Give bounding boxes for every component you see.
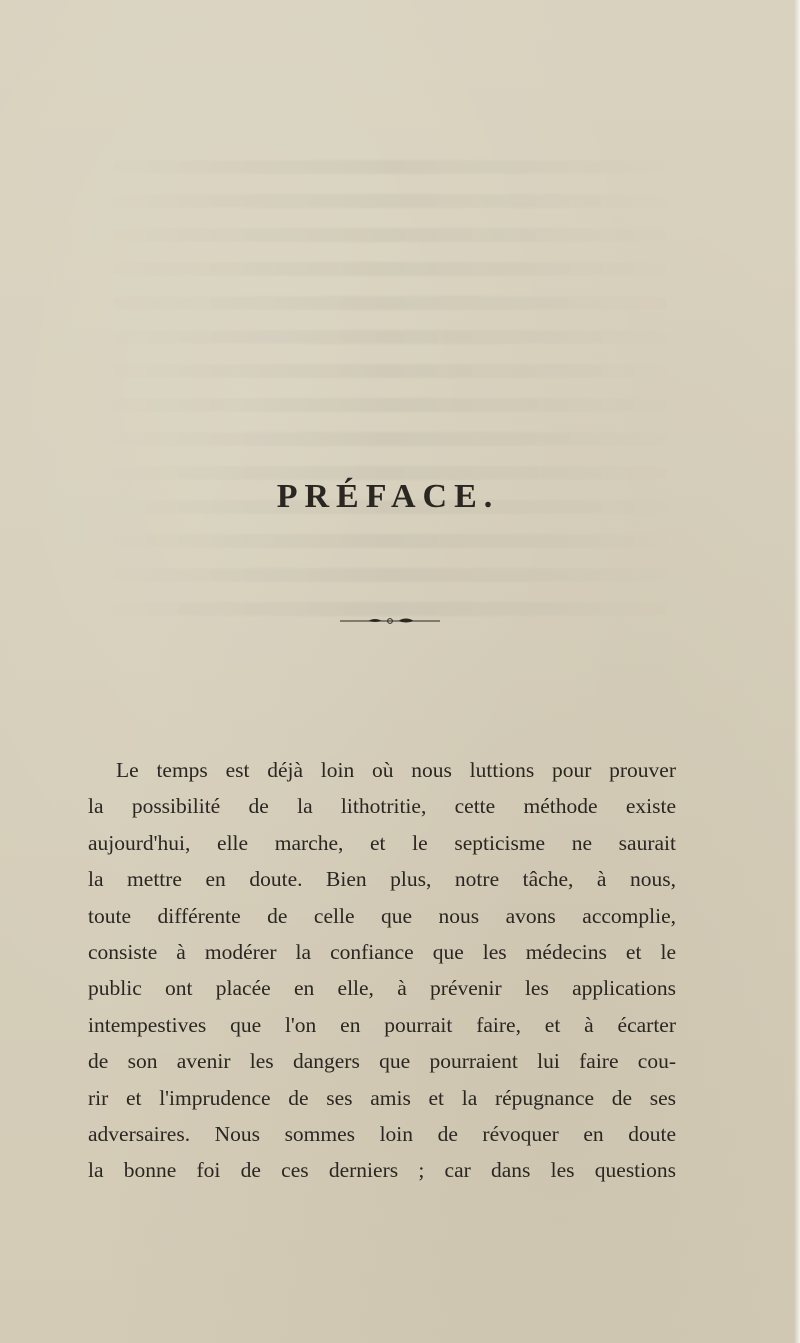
paragraph-line: adversaires. Nous sommes loin de révoquer en doute <box>88 1122 676 1147</box>
ghost-line <box>80 432 700 446</box>
ghost-line <box>80 194 700 208</box>
ghost-line <box>80 262 700 276</box>
ghost-line <box>80 330 700 344</box>
paragraph-line: intempestives que l'on en pourrait faire, et à écarter <box>88 1012 676 1037</box>
paragraph-line: de son avenir les dangers que pourraient lui faire cou- <box>88 1049 676 1074</box>
paragraph-line: aujourd'hui, elle marche, et le septicisme ne saurait <box>88 830 676 855</box>
paragraph-line: toute différente de celle que nous avons accomplie, <box>88 903 676 928</box>
ghost-line <box>80 568 700 582</box>
paragraph-line: consiste à modérer la confiance que les médecins et le <box>88 940 676 965</box>
paragraph-line: public ont placée en elle, à prévenir les applications <box>88 976 676 1001</box>
preface-paragraph <box>88 752 676 1189</box>
paragraph-line: la mettre en doute. Bien plus, notre tâche, à nous, <box>88 867 676 892</box>
ghost-line <box>80 398 700 412</box>
paragraph-line: rir et l'imprudence de ses amis et la répugnance de ses <box>88 1085 676 1110</box>
paragraph-line: la possibilité de la lithotritie, cette méthode existe <box>88 794 676 819</box>
paragraph-line: la bonne foi de ces derniers ; car dans les questions <box>88 1158 676 1183</box>
ghost-line <box>80 228 700 242</box>
ghost-line <box>80 296 700 310</box>
divider-ornament <box>340 613 440 627</box>
page-title: PRÉFACE. <box>276 478 500 515</box>
page-edge <box>794 0 800 1343</box>
ghost-line <box>80 534 700 548</box>
paragraph-line: Le temps est déjà loin où nous luttions pour prouver <box>116 758 676 782</box>
ghost-line <box>80 160 700 174</box>
ghost-line <box>80 364 700 378</box>
